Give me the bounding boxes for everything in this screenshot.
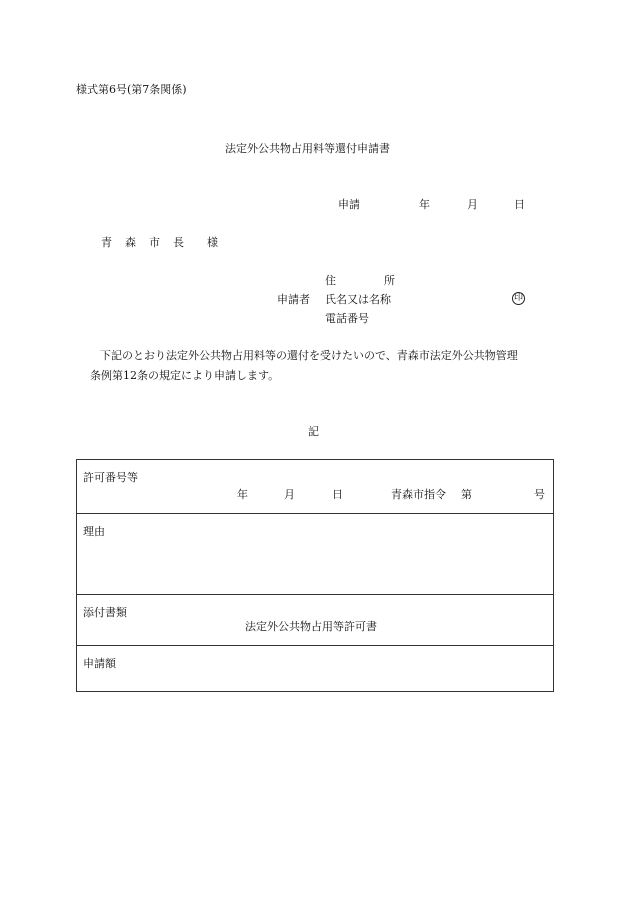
attachment-row [77, 594, 553, 646]
ki-heading: 記 [308, 425, 319, 438]
document-title: 法定外公共物占用料等還付申請書 [225, 142, 390, 155]
permit-day: 日 [332, 488, 343, 501]
permit-designation: 青森市指令 [391, 488, 446, 501]
permit-month: 月 [284, 488, 295, 501]
date-day: 日 [514, 198, 525, 211]
seal-mark: 印 [513, 293, 523, 303]
permit-go: 号 [534, 488, 545, 501]
phone-label: 電話番号 [325, 312, 369, 325]
name-label: 氏名又は名称 [325, 293, 391, 306]
addressee-char: 市 [149, 236, 160, 249]
form-table [76, 459, 554, 692]
date-label: 申請 [338, 198, 360, 211]
body-line-1: 下記のとおり法定外公共物占用料等の還付を受けたいので、青森市法定外公共物管理 [100, 349, 518, 362]
reason-label: 理由 [83, 525, 105, 538]
address-label-char: 所 [384, 274, 395, 287]
permit-year: 年 [237, 488, 248, 501]
address-label-char: 住 [325, 274, 336, 287]
addressee-honorific: 様 [207, 236, 218, 249]
permit-row [77, 460, 553, 513]
addressee-char: 森 [125, 236, 136, 249]
reason-row [77, 513, 553, 595]
addressee-char: 青 [101, 236, 112, 249]
amount-row [77, 645, 553, 692]
addressee-char: 長 [173, 236, 184, 249]
permit-label: 許可番号等 [83, 471, 138, 484]
applicant-label: 申請者 [277, 293, 310, 306]
amount-label: 申請額 [83, 657, 116, 670]
attachment-value: 法定外公共物占用等許可書 [245, 620, 377, 633]
form-number: 様式第6号(第7条関係) [76, 83, 187, 96]
permit-dai: 第 [461, 488, 472, 501]
body-line-2: 条例第12条の規定により申請します。 [90, 369, 280, 382]
date-month: 月 [467, 198, 478, 211]
date-year: 年 [419, 198, 430, 211]
attachment-label: 添付書類 [83, 606, 127, 619]
